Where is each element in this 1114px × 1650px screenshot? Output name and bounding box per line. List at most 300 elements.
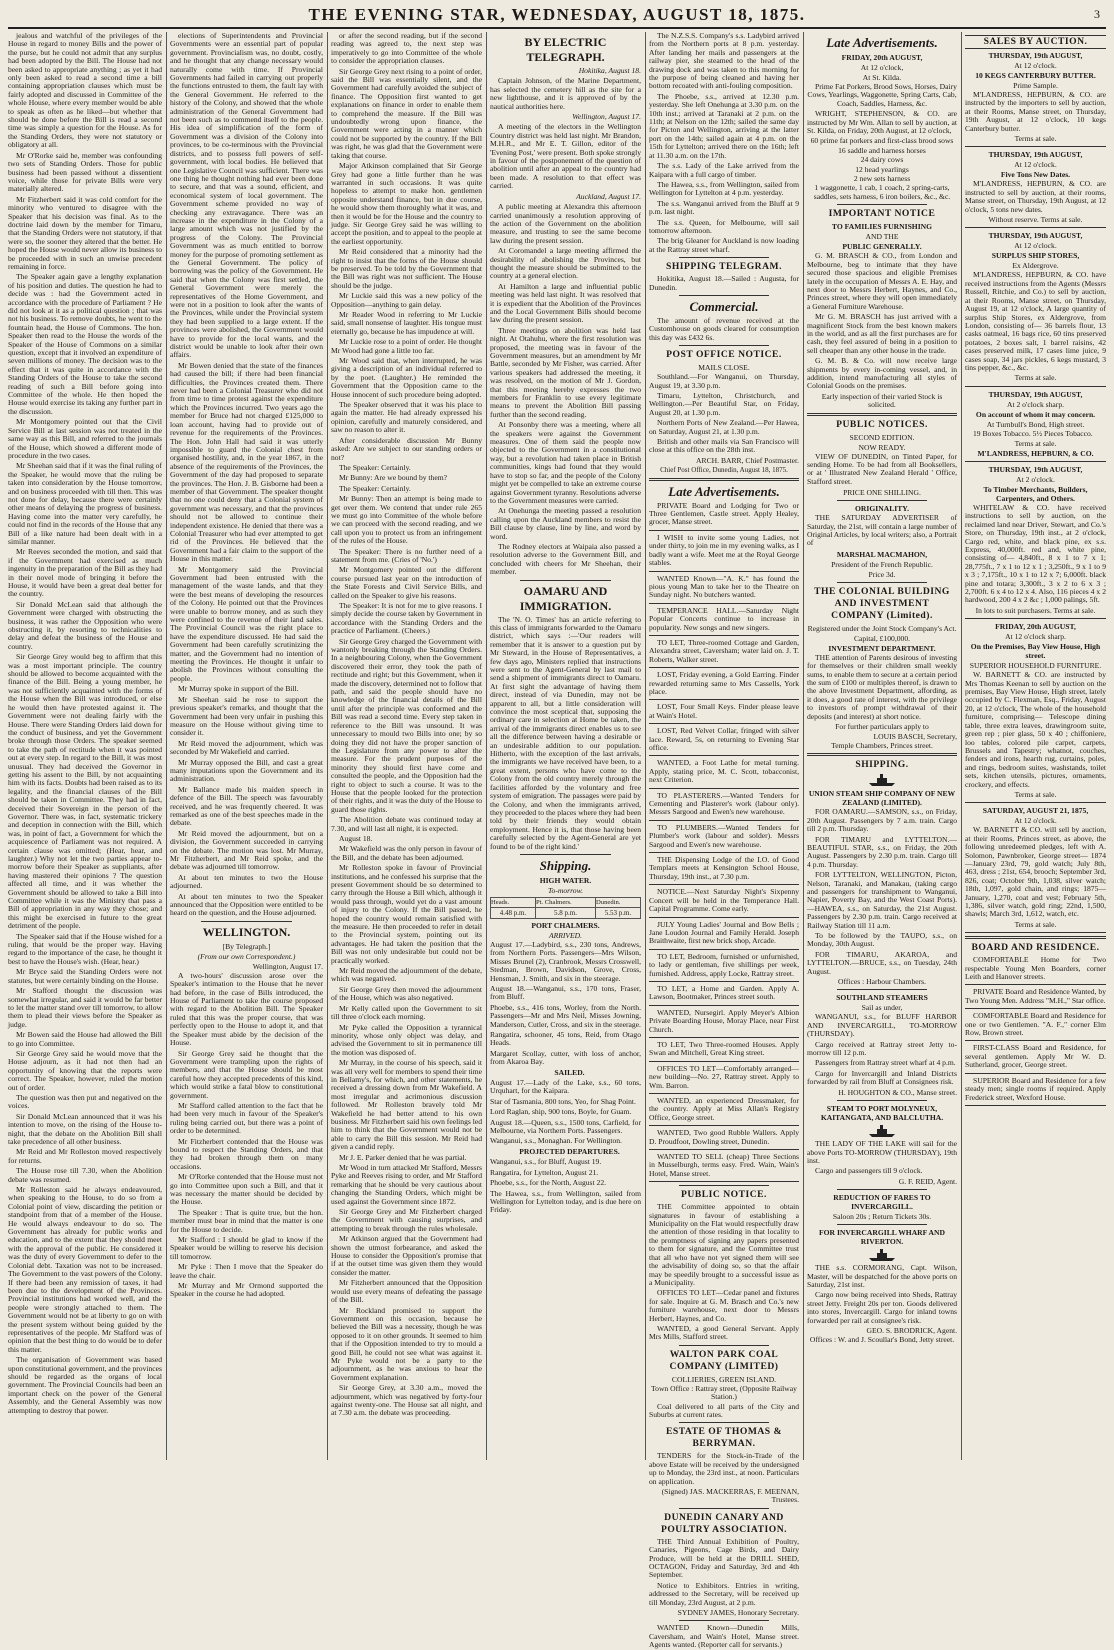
auction-location: At St. Kilda. [862, 73, 902, 82]
sale-title: To Timber Merchants, Builders, Carpenters, and Others. [983, 484, 1088, 503]
column-separator [961, 32, 962, 1460]
sale-terms: Terms at sale. [1014, 789, 1057, 799]
shipping-news-paragraph: The Phoebe, s.s., arrived at 12.30 p.m. yesterday. She left Onehunga at 3.30 p.m. on the 10th inst.; arrived at Taranaki at 2 p.m. on the 11th; at Nelson on the 12th; sailed the same day for Picton and Wellington, arriving at the latter port on the 14th; sailed again at 4 p.m. on the 15th for Lyttelton; arrived there on the 16th; left at 11.30 a.m. on the 17th. [649, 91, 799, 160]
sale-title: On the Premises, Bay View House, High street. [970, 642, 1101, 661]
colonial-heading: THE COLONIAL BUILDING AND INVESTMENT COMPANY (Limited). [814, 585, 950, 621]
cormorang-ad: THE s.s. CORMORANG, Capt. Wilson, Master, will be despatched for the above ports on Saturday, 21st inst. [807, 1263, 957, 1289]
ad-divider [649, 1149, 799, 1150]
article-paragraph: Mr Bunny: Are we bound by them? [339, 473, 447, 483]
article-paragraph: Mr Fitzherbert said it was cold comfort for the minority who ventured to disagree with the Speaker that his decision was final. As to the doctrine laid down by the member for Timaru, that the Standing Orders were not statutory, if that were so, the sooner they altered that the better. He hoped the House would never allow its business to be proceeded with in such an unwise precedent remaining in force. [8, 194, 162, 271]
estate-heading: ESTATE OF THOMAS & BERRYMAN. [665, 1426, 783, 1450]
classified-ad: TO LET, a Home and Garden. Apply A. Lawson, Bootmaker, Princes street south. [649, 983, 799, 1002]
saturday-advertiser: THE SATURDAY ADVERTISER of Saturday, the 21st, will contain a large number of Original Articles, by local writers; also, a Portrait of [807, 513, 957, 548]
article-paragraph: Mr Wakefield was the only person in favour of the Bill, and the debate has been adjourned. [331, 844, 482, 862]
auction-date: FRIDAY, 20th AUGUST, [841, 53, 923, 62]
sale-signature: M'LANDRESS, HEPBURN, & CO. [977, 448, 1094, 458]
classified-ad: TO LET, Three-roomed Cottage and Garden, Alexandra street, Caversham; water laid on. J. T. Roberts, Walker street. [649, 637, 799, 664]
late-ads-heading: Late Advertisements. [668, 483, 780, 499]
article-paragraph: The 'N. O. Times' has an article referring to this class of immigrants forwarded to the Oamaru district, which says :—'Our readers will remember that it is answer to a question put by Mr Steward, in the House of Representatives, a few days ago, Ministers replied that instructions were sent to the Agent-General by last mail to send a shipment of immigrants direct to Oamaru. At first sight the advantage of having them direct, instead of via Dunedin, may not be apparent to all, but a little consideration will convince the most sceptical that, supposing the ordinary care in selection at Home be taken, the arrival of the immigrants direct enables us to see all the difference between having a desirable or an undesirable addition to our population. Hitherto, with the exception of the last arrivals, the immigrants we have received have been, to a great extent, persons who have come to the Colony from the old country merely through the facilities afforded by the voluntary and free system of emigration. The passages were paid by the Colony, and when the immigrants arrived, they proceeded to the places where they had been told by their friends they would obtain employment. Hence it is, that those having been carefully selected by the Agent-General are yet found to be of the right kind.' [490, 614, 641, 851]
estate-text: TENDERS for the Stock-in-Trade of the above Estate will be received by the undersigned up to Monday, the 23rd inst., at noon. Particulars on application. [649, 1451, 799, 1486]
colonial-text: THE attention of Parents desirous of investing for themselves or their children small weekly sums, to enable them to secure at a certain period the sum of £100 or multiples thereof, is drawn to the above Investment Department, affording, as it does, a good rate of interest, with the privilege to investors of prompt withdrawal of their deposits (and interest) at short notice. [807, 652, 957, 721]
southland-steamers: SOUTHLAND STEAMERS [836, 993, 928, 1003]
auction-item: 2 new sets harness [853, 174, 911, 184]
sale-subtitle: SUPERIOR HOUSEHOLD FURNITURE. [969, 661, 1102, 671]
column-separator [803, 32, 804, 1460]
article-paragraph: Mr Bryce said the Standing Orders were not statutes, but were certainly binding on the House. [8, 967, 162, 985]
public-notice-text: THE Committee appointed to obtain signatures in favour of establishing a Municipality on the Flat would respectfully draw the attention of those residing in that locality to the promptness of signing any papers presented to them for signature, and the Committee trust that all who have not yet signed them will see the advisability of doing so, so that the affair may be speedily brought to a successful issue as a Municipality. [649, 1202, 799, 1287]
hw-col-heads: Heads. [491, 897, 536, 907]
article-paragraph: Mr J. E. Parker denied that he was partial. [339, 1152, 467, 1162]
auction-item: 1 waggonette, 1 cab, 1 coach, 2 spring-carts, saddles, sets harness, 6 iron boilers, &c., &c. [813, 183, 951, 201]
canary-text: THE Third Annual Exhibition of Poultry, Canaries, Pigeons, Cage Birds, and Dairy Produce, will be held at the DRILL SHED, OCTAGON, Friday and Saturday, 3rd and 4th September. [649, 1536, 799, 1580]
article-paragraph: Mr Reid considered that a minority had the right to insist that the forms of the House should be preserved. To be told by the Government that the Bill was right was not sufficient. The House should be the judge. [331, 247, 482, 290]
article-paragraph: Sir George Grey next rising to a point of order, said the Bill was essentially silent, and the Government had carefully avoided the subject of finance. The Opposition first wanted to get explanations on finance in order to enable them to comprehend the measure. If the Bill was undoubtedly wrong upon finance, the Government were acting in a manner which could not be supported by the country. If the Bill was right, he was glad that the Government were taking that course. [331, 66, 482, 160]
sale-date: THURSDAY, 19th AUGUST, [988, 464, 1083, 474]
invercargill-heading: FOR INVERCARGILL WHARF AND RIVERTON. [819, 1228, 945, 1247]
shipping-subheading: PROJECTED DEPARTURES. [519, 1146, 620, 1156]
post-office-loc: Chief Post Office, Dunedin, August 18, 1875. [660, 466, 788, 475]
auction-item: 16 saddle and harness horses [838, 145, 926, 155]
article-paragraph: Mr Murray opposed the Bill, and cast a great many imputations upon the Government and its administration. [170, 757, 323, 784]
article-paragraph: or after the second reading, but if the second reading was agreed to, the next step was imperatively to go into Committee of the whole to consider the appropriation clauses. [331, 31, 482, 66]
wright-ad: WRIGHT, STEPHENSON, & CO. are instructed by Mr Wm. Allan to sell by auction, at St. Kilda, on Friday, 20th August, at 12 o'clock, [807, 109, 957, 136]
auction-item: 60 prime fat porkers and first-class brood sows [810, 136, 954, 146]
article-paragraph: Mr Reeves seconded the motion, and said that if the Government had exercised as much ingenuity in the preparation of the Bill as they had in their novel mode of bringing it before the House, it would have been a great deal better for the country. [8, 547, 162, 599]
shipping-telegram-heading: SHIPPING TELEGRAM. [666, 261, 782, 273]
union-steam: UNION STEAM SHIP COMPANY OF NEW ZEALAND (LIMITED). [808, 789, 956, 808]
article-paragraph: Major Atkinson complained that Sir George Grey had gone a little further than he was warranted in such occasions. It was quite hopeless to attempt to make hon. gentlemen opposite understand finance, but in due course, he would show them thoroughly what it was, and then it would be for the House and the country to judge. Sir George Grey said he was willing to accept the position, and to appeal to the people at the earliest opportunity. [331, 161, 482, 246]
article-paragraph: Mr Rolleston said he always endeavoured, when speaking to the House, to do so from a Colonial point of view, discarding the petition or standpoint from that of a member of the House. He would always endeavour to do so. The Government has already for public works and education, and to the extent that they should meet with the approval of the public. He considered it was the duty of every Government to defer to the Colonial debt. Taxation was not to be increased. The Government to the vast powers of the Colony. If there had been any remission of taxes, it had been due to the development of the Provinces. Provincial institutions had worked well, and the people were strongly attached to them. The Government would not be at liberty to go on with the present system without being guided by the representatives of the people. Mr Stafford was of opinion that the best thing to do would be to defer this matter. [8, 1185, 162, 1354]
column-2 [170, 32, 323, 1462]
article-paragraph: Mr Reid moved the adjournment, but on a division, the Government succeeded in carrying on the debate. The motion was lost. Mr Murray, Mr Fitzherbert, and Mr Reid spoke, and the debate was adjourned till tomorrow. [170, 828, 323, 872]
shipping-news-paragraph: The Hawea, s.s., from Wellington, sailed from Wellington for Lyttelton at 4 p.m. yesterday. [649, 179, 799, 198]
article-paragraph: Mr Fitzherbert announced that the Opposition would use every means of defeating the passage of the Bill. [331, 1278, 482, 1305]
reduction-heading: REDUCTION OF FARES TO INVERCARGILL. [833, 1193, 931, 1212]
shipping-ad: FOR TIMARU and LYTTELTON.—BEAUTIFUL STAR, s.s., on Friday, the 20th August. Passengers by 2.30 p.m. train. Cargo till 4 p.m. Thursday. [807, 834, 957, 869]
column-3 [331, 32, 482, 1462]
article-paragraph: At about ten minutes to two the House adjourned. [170, 872, 323, 891]
classified-ad: LOST, Friday evening, a Gold Earring. Finder rewarded returning same to Mrs Cassells, York place. [649, 670, 799, 696]
article-paragraph: Sir Donald McLean said that although the Government were charged with obstructing the business, it was rather the Opposition who were obstructing it, by resorting to technicalities to delay and defeat the business of the House and country. [8, 599, 162, 651]
cormorang-cargo: Cargo now being received into Sheds, Rattray street Jetty. Freight 20s per ton. Goods delivered into stores, Invercargill. Cargo for inland towns forwarded per rail at consignee's risk. [807, 1290, 957, 1325]
classified-ad: WANTED Known—"A. K." has found the pious young Man to take her to the Theatre on Sunday night. No butchers wanted. [649, 573, 799, 600]
telegram-paragraph: At Hamilton a large and influential public meeting was held last night. It was resolved that it is expedient that the Abolition of the Provinces and the Local Government Bills should become law during the present session. [490, 281, 641, 325]
column-separator [327, 32, 328, 1460]
article-paragraph: Mr Montgomery said the Provincial Government had been entrusted with the management of the waste lands, and that they were the best means of developing the resources of the Colony. He pointed out that the Provinces were unable to borrow money, and as such they were confined to the revenue of their land sales. The Provincial Council was the right place to have the expenditure discussed. He had said the Government had been carefully scrutinizing the matter, and the Government had no intention of meeting the Provinces. He thought it unfair to abolish the Provinces without consulting the people. [170, 564, 323, 683]
masthead-title: THE EVENING STAR, WEDNESDAY, AUGUST 18, 1875. [308, 5, 806, 24]
telegram-paragraph: Captain Johnson, of the Marine Department, has selected the cemetery hill as the site for a new lighthouse, and it is approved of by the nautical authorities here. [490, 76, 641, 111]
important-sub2: AND THE [865, 232, 899, 242]
sale-terms: In lots to suit purchasers. Terms at sale. [975, 605, 1096, 615]
shipping-news-paragraph: The s.s. Queen, for Melbourne, will sail tomorrow afternoon. [649, 217, 799, 235]
board-ad: COMFORTABLE Board and Residence for one or two Gentlemen. "A. F.," corner Elm Row, Brown street. [965, 1011, 1106, 1038]
classified-ad: I WISH to invite some young Ladies, not under thirty, to join me in my evening walks, as I badly want a wife. Meet me at the Royal George stables. [649, 532, 799, 568]
article-paragraph: The Speaker: It is not for me to give reasons. I simply decide the course taken by Government in accordance with the Standing Orders and the practice of Parliament. (Cheers.) [331, 601, 482, 636]
column-5 [649, 31, 799, 1650]
article-paragraph: Mr Sheehan said he rose to support the previous speaker's remarks, and thought that the Government had been very unfair in pushing this measure on the House without giving time to consider it. [170, 694, 323, 738]
sale-time: At 12 o'clock. [1014, 160, 1057, 170]
ad-divider [649, 571, 799, 572]
article-paragraph: A two-hours' discussion arose over the Speaker's intimation to the House that he never had before, in the case of Bills introduced, the House of Parliament to take the course proposed with regard to the Abolition Bill. The Speaker ruled that this was the proper course, that was perfectly open to the House to adopt it, and that the Speaker must abide by the decision of the House. [170, 970, 323, 1048]
ad-divider [649, 884, 799, 885]
ad-divider [649, 1125, 799, 1126]
colonial-sig: LOUIS BASCH, Secretary, [873, 731, 957, 741]
board-ad: COMFORTABLE Home for Two respectable Young Men Boarders, corner Leith and Hanover streets. [965, 955, 1106, 982]
classified-ad: LOST, Red Velvet Collar, fringed with silver lace. Reward, 5s, on returning to Evening Star office. [649, 726, 799, 752]
walton-text: Town Office : Rattray street, (Opposite Railway Station.) [651, 1383, 797, 1402]
houghton-sig: H. HOUGHTON & CO., Manse street. [838, 1087, 957, 1097]
classified-ad: WANTED, a good General Servant. Apply Mrs Mills, Stafford street. [649, 1323, 799, 1342]
article-paragraph: Sir George Grey would beg to affirm that this was a most important principle. The country should be allowed to become acquainted with the finance of the Bill. Being a young member, he was not sufficiently acquainted with the forms of the House when the Bill was introduced, or else he would then have protested against it. The Government were not dealing fairly with the House. There were Standing Orders laid down for the conduct of business, and yet the Government broke through those Orders. The speaker seemed to take the path of rectitude when it was pointed out at every step. In regard to the Bill, it was most unusual. They had deceived the Governor in getting his assent to the Bill, by not acquainting him with its facts. Doubts had been raised as to its legality, and the financial clauses of the Bill should be taken in Committee. They had in fact, deceived their Sovereign in the person of the Governor. There was, in fact, systematic trickery and deception in connection with the Bill, which was, in point of fact, a Government for which the acquiescence of Parliament was not required. A certain clause was omitted; (Hear, hear, and laughter.) Why not let the two parties appear to-morrow before their Speaker as suppliants, after having mastered their opinions ? The question affected all time, and it was whether the Government should be allowed to take a Bill into Committee while it was the Ministry that pass a Bill of appropriation in any way they chose; and this might be exercised in future to the great detriment of the people. [8, 652, 162, 931]
article-paragraph: jealous and watchful of the privileges of the House in regard to money Bills and the power of the purse, but he could not admit that any surplus had been adopted by the Bill. The House had not been asked to appropriate anything ; as yet it had only been asked to read a second time a bill containing appropriation clauses which must be fairly adopted and discussed in Committee of the whole House, where every member would be able to speak as often as he liked—but whether that should be done before the Bill is read a second time was simply a question for the House. As for the Standing Orders, they were not statutory or obligatory at all. [8, 31, 162, 150]
brasch-text3: G. M. B. & Co. will now receive large shipments by every in-coming vessel, and, in addition, intend manufacturing all styles of Colonial Goods on the premises. [807, 356, 957, 391]
article-paragraph: Mr Murray spoke in support of the Bill. [178, 684, 299, 694]
auction-item: 12 head yearlings [855, 164, 909, 174]
sale-subtitle: At Turnbull's Bond, High street. [986, 419, 1085, 429]
colonial-reg: Registered under the Joint Stock Company's Act. [807, 623, 957, 633]
colonial-foot: For further particulars apply to [835, 722, 929, 732]
article-paragraph: Sir George Grey said he thought that the Government were trampling upon the rights of members, and that the House should be most careful how they accepted precedents of this kind, which would strike a fatal blow to constitutional government. [170, 1048, 323, 1100]
late-ads-heading-2: Late Advertisements. [826, 35, 938, 50]
sale-body: M'LANDRESS, HEPBURN, & CO. are instructed by the importers to sell by auction, at their Rooms, Manse street, on Thursday, 19th August, at 12 o'clock, 10 kegs Canterbury butter. [965, 90, 1106, 133]
article-paragraph: The Speaker : That is quite true, but the hon. member must bear in mind that the matter is one for the House to decide. [170, 1207, 323, 1234]
brodrick-offices: Offices : W. and J. Scoullar's Bond, Jetty street. [809, 1335, 955, 1345]
auction-item: 24 dairy cows [860, 155, 904, 165]
shipping-entry: Star of Tasmania, 800 tons, Yeo, for Shag Point. [490, 1096, 636, 1106]
sale-divider [965, 618, 1106, 619]
article-paragraph: The House rose till 7.30, when the Abolition debate was resumed. [8, 1166, 162, 1184]
article-paragraph: The question was then put and negatived on the voices. [8, 1092, 162, 1111]
sale-terms: Terms at sale. [1014, 134, 1057, 144]
article-paragraph: The Speaker: Certainly. [339, 462, 411, 472]
high-water-table [490, 897, 641, 919]
article-paragraph: Mr Pyke : Then I move that the Speaker do leave the chair. [170, 1262, 323, 1280]
shipping-news-paragraph: The s.s. Lady of the Lake arrived from the Kaipara with a full cargo of timber. [649, 161, 799, 179]
article-paragraph: The Speaker said that if the House wished for a ruling, that would be the proper way. Having regard to the importance of the case, he thought it best to have the House's wish. (Hear, hear.) [8, 931, 162, 966]
telegram-paragraph: A meeting of the electors in the Wellington Country district was held last night. Mr Brandon, M.H.R., and Mr E. T. Gillon, editor of the 'Evening Post,' were present. Both spoke strongly in favour of the postponement of the question of abolition until after an appeal to the country had been made. A resolution to that effect was carried. [490, 122, 641, 191]
shipping-entry: Rangatira, for Lyttelton, August 21. [490, 1167, 599, 1177]
article-paragraph: At about ten minutes to two the Speaker announced that the Opposition were entitled to be heard on the question, and the House adjourned. [170, 891, 323, 918]
auction-time: At 12 o'clock, [860, 63, 904, 72]
ad-divider [649, 820, 799, 821]
sale-divider [965, 802, 1106, 803]
article-paragraph: Mr Pyke called the Opposition a tyrannical minority, whose only object was delay, and advised the Government to sit in permanence till the motion was disposed of. [331, 1022, 482, 1057]
shipping-entry: August 18.—Queen, s.s., 1500 tons, Carfield, for Melbourne, via Northern Ports. Passengers. [490, 1117, 641, 1136]
sale-body: WHITELAW & CO. have received instructions to sell by auction, on the reclaimed land near Driver, Stewart, and Co.'s Store, on Thursday, 19th inst., at 2 o'clock, Cargo red, white, and black pine, ex s.s. Express, 40,000ft. red and, white pine, consisting of— 4,840ft., 8 x 1 to 7 x 1; 28,775ft., 7 x 1 to 12 x 1 ; 3,250ft., 9 x 1 to 9 x 3 ; 7,175ft., 10 x 1 to 12 x 7; 6,000ft. black pine and totara; 3,300ft., 3 x 2 to 6 x 3 ; 2,700ft. 6 x 4 to 12 x 4. Also, 116 pieces 4 x 2 hardwood, 200 4 x 2 &c ; 1,000 palings, 5ft. [965, 502, 1106, 605]
article-paragraph: Sir Donald McLean announced that it was his intention to move, on the rising of the House to-night, that the debate on the Abolition Bill shall take precedence of all other business. [8, 1111, 162, 1146]
shipping-entry: Phoebe, s.s., 416 tons, Worley, from the North. Passengers—Mr and Mrs Neil, Misses Jowning, Manderson, Cutler, Cross, and six in the steerage. [490, 1002, 641, 1029]
article-paragraph: The Abolition debate was continued today at 7.30, and will last all night, it is expected. [331, 815, 482, 833]
walton-sub: COLLIERIES, GREEN ISLAND. [671, 1374, 777, 1384]
classified-ad: PRIVATE Board and Lodging for Two or Three Gentlemen, Castle street. Apply Healey, grocer, Manse street. [649, 500, 799, 527]
shipping-heading: Shipping. [539, 857, 592, 873]
ad-divider [649, 981, 799, 982]
mails-close: MAILS CLOSE. [698, 363, 750, 373]
article-paragraph: Mr Reid moved the adjournment, which was seconded by Mr Wakefield and carried. [170, 738, 323, 757]
classified-ad: WANTED TO SELL (cheap) Three Sections in Musselburgh, terms easy. Fred. Wain, Wain's Hotel, Manse street. [649, 1152, 799, 1178]
classified-ad: TO LET, Two Three-roomed Houses. Apply Swan and Mitchell, Great King street. [649, 1039, 799, 1058]
classified-ad: TO LET, Bedroom, furnished or unfurnished, to lady or gentleman, five shillings per week, furnished. Address, apply Locke, Rattray street. [649, 951, 799, 978]
lady-lake-ad: THE LADY OF THE LAKE will sail for the above Ports TO-MORROW (THURSDAY), 19th inst. [807, 1139, 957, 1165]
ad-divider [649, 1005, 799, 1006]
board-ad: FIRST-CLASS Board and Residence, for several gentlemen. Apply Mr W. D. Sutherland, grocer, George street. [965, 1043, 1106, 1070]
colonial-addr: Temple Chambers, Princes street. [831, 740, 933, 750]
sale-divider [965, 932, 1106, 933]
telegram-paragraph: At Ponsonby there was a meeting, where all the speakers were against the Government measures. One of them said the people now objected to the Government in a constitutional way, but a revolution had taken place in British communities, kings had found that they would have to stop so far, and the people of the Colony might yet be compelled to take an extreme course against Government tyranny. Resolutions adverse to the Government measures were carried. [490, 420, 641, 505]
estate-sig: (Signed) JAS. MACKERRAS, F. MEENAN, Trustees. [661, 1487, 799, 1505]
investment-dept: INVESTMENT DEPARTMENT. [828, 643, 936, 653]
last-ad: WANTED Known—Dunedin Mills, Caversham, and Wain's Hotel, Manse street. Agents wanted. (Reporter call for servants.) [649, 1623, 799, 1650]
sale-date: FRIDAY, 20th AUGUST, [995, 622, 1076, 632]
mail-close-item: Northern Ports of New Zealand.—Per Hawea, on Saturday, August 21, at 1.30 p.m. [649, 418, 799, 436]
shipping-ad: FOR TIMARU, AKAROA, and LYTTELTON.—BRUCE, s.s., on Tuesday, 24th August. [807, 949, 957, 976]
article-paragraph: Mr Luckie rose to a point of order. He thought Mr Wood had gone a little too far. [331, 337, 482, 355]
sale-title: Five Tons New Dates. [1000, 170, 1071, 180]
sale-body: M'LANDRESS, HEPBURN, & CO. are instructed to sell by auction, at their rooms, Manse street, on Thursday, 19th August, at 12 o'clock, 5 tons new dates. [965, 179, 1106, 214]
shipping-news-paragraph: The s.s. Wanganui arrived from the Bluff at 9 p.m. last night. [649, 198, 799, 217]
shipping-entry: August 17.—Lady of the Lake, s.s., 60 tons, Urquhart, for the Kaipara. [490, 1078, 641, 1096]
sale-divider [965, 146, 1106, 147]
ad-divider [965, 1073, 1106, 1074]
ad-divider [649, 917, 799, 918]
sale-subtitle: Prime Sample. [1013, 81, 1058, 90]
ad-divider [649, 723, 799, 724]
ad-divider [649, 1181, 799, 1182]
shipping-entry: Wanganui, s.s., for Bluff, August 19. [490, 1157, 602, 1167]
wellington-dateline: Wellington, August 17. [252, 961, 323, 971]
article-paragraph: Mr Stafford : I should be glad to know if the Speaker would be willing to reserve his decision till tomorrow. [170, 1235, 323, 1261]
sale-date: THURSDAY, 19th AUGUST, [988, 231, 1083, 241]
dateline: Wellington, August 17. [572, 112, 641, 122]
sail-as-under: Sail as under, [861, 1003, 903, 1013]
article-paragraph: Mr O'Rorke contended that the House must not go into Committee upon such a Bill, and that it was necessary the matter should be decided by the House. [170, 1172, 323, 1207]
article-paragraph: Mr Atkinson argued that the Government had shown the utmost forbearance, and asked the House to consider the Opposition's promise that if at the outset time was given them they would consider the matter. [331, 1234, 482, 1277]
brasch-text: G. M. BRASCH & CO., from London and Melbourne, beg to intimate that they have secured those spacious and eligible Premises lately in the occupation of Messrs A. E. Hay, and next door to Messrs Herbert, Haynes, and Co., Princes street, where they will open immediately a General Furniture Warehouse. [807, 251, 957, 311]
sale-divider [965, 227, 1106, 228]
article-paragraph: Mr Stafford thought the discussion was somewhat irregular, and said it would be far better to let the matter stand over till tomorrow, to allow them to plead their views before the Speaker as judge. [8, 986, 162, 1029]
classified-ad: TO PLUMBERS.—Wanted Tenders for Plumber's work (labour and solder). Messrs Sargood and Ewen's new warehouse. [649, 822, 799, 849]
article-paragraph: Mr Wood in turn attacked Mr Stafford, Messrs Pyke and Reeves rising to order, and Mr Stafford remarking that he should be very cautious about changing the Standing Orders, which might be used against the Government since 1872. [331, 1163, 482, 1206]
reid-sig: G. F. REID, Agent. [898, 1176, 957, 1186]
sale-body: 19 Boxes Tobacco. 5½ Pieces Tobacco. [973, 428, 1093, 438]
sale-body: M'LANDRESS, HEPBURN, & CO. have received instructions from the Agents (Messrs Russell, Ritchie, and Co.) to sell by auction, at their Rooms, Manse street, on Thursday, August 19, at 12 o'clock, A large quantity of surplus Ship Stores, ex Aldergrove, from London, consisting of— 36 barrels flour, 13 casks oatmeal, 16 bags rice, 60 tins preserved potatoes, 2 boxes salt, 1 barrel raisins, 42 cases preserved milk, 17 cases lime juice, 9 cases soap, 34 jars pickles, 6 kegs mustard, 3 tins pepper, &c., &c. [965, 270, 1106, 372]
canary-notice: Notice to Exhibitors. Entries in writing, addressed to the Secretary, will be received up till Monday, 23rd August, at 2 p.m. [649, 1580, 799, 1607]
sale-body: W. BARNETT & CO. are instructed by Mrs Thomas Keenan to sell by auction on the premises, Bay View House, High street, lately occupied by C. Flexman, Esq., Friday, August 20, at 12 o'clock, The whole of the household furniture, comprising— Telescope dining table, three extra leaves, drawingroom suite, green rep ; pier glass, 50 x 40 ; chiffoniere, loo tables, colored pile carpet, carpets, Brussels and Tapestry; whatnot, couches, fenders and irons, hearth rug, curtains, poles, and rings, bedroom suites, washstands, toilet sets, kitchen utensils, pictures, ornaments, crockery, and effects. [965, 670, 1106, 789]
classified-ad: TO PLASTERERS.—Wanted Tenders for Cementing and Plasterer's work (labour only). Messrs Sargood and Ewen's new warehouse. [649, 790, 799, 817]
mail-close-item: Timaru, Lyttelton, Christchurch, and Wellington.—Per Beautiful Star, on Friday, August 20, at 1.30 p.m. [649, 391, 799, 417]
walton-heading: WALTON PARK COAL COMPANY (LIMITED) [669, 1348, 779, 1372]
sale-date: THURSDAY, 19th AUGUST, [988, 51, 1083, 60]
ad-divider [649, 755, 799, 756]
classified-ad: WANTED, a Foot Lathe for metal turning. Apply, stating price, M. C. Scott, tobacconist, next Criterion. [649, 758, 799, 785]
brasch-text2: Mr G. M. BRASCH has just arrived with a magnificent Stock from the best known makers in the world, and as all the first purchases are for cash, they feel assured of being in a position to sell cheaper than any other house in the trade. [807, 312, 957, 355]
ad-divider [649, 852, 799, 853]
postmaster-sig: ARCH. BARR, Chief Postmaster. [696, 455, 799, 465]
port-chalmers-title: PORT CHALMERS. [531, 920, 600, 930]
article-paragraph: Mr Luckie said this was a new policy of the Opposition—anything to gain delay. [331, 291, 482, 309]
important-sub: TO FAMILIES FURNISHING [831, 222, 933, 232]
article-paragraph: The Speaker observed that it was his place to again the matter. He had already expressed his opinion, carefully and maturely considered, and saw no reason to alter it. [331, 400, 482, 435]
page-number: 3 [1094, 7, 1100, 21]
column-7 [965, 32, 1106, 1462]
brodrick-sig: GEO. S. BRODRICK, Agent. [866, 1325, 957, 1335]
sale-terms: Without reserve. Terms at sale. [988, 215, 1083, 225]
column-separator [645, 32, 646, 1460]
steamship-icon [867, 773, 897, 787]
originality: ORIGINALITY. [855, 504, 909, 514]
high-water-sub: To-morrow. [548, 885, 583, 895]
article-paragraph: Mr Reader Wood in referring to Mr Luckie said, small nonsense of laughter. His tongue must eternally go, because he has impudence at will. [331, 310, 482, 336]
board-heading: BOARD AND RESIDENCE. [971, 942, 1100, 954]
article-paragraph: Mr Rolleston spoke in favour of Provincial institutions, and he confessed his surprise that the present Government should be so determined to carry through the House a Bill which, although it would pass through, would yet do a vast amount of injury to the Colony. If the Bill passed, he hoped the country would remain satisfied with the measure. He then proceeded to refer in detail to the Provincial system, pointing out its advantages. He had taken the position that the Bill was not only undesirable but could not be practically worked. [331, 863, 482, 965]
shipping-entry: Phoebe, s.s., for the North, August 22. [490, 1178, 607, 1188]
second-edition: SECOND EDITION. [849, 432, 915, 442]
shipping-intro: The N.Z.S.S. Company's s.s. Ladybird arrived from the Northern ports at 8 p.m. yesterday. After landing her mails and passengers at the railway pier, she steamed to the head of the drawing dock and was taken to this morning for the purpose of being cleaned and having her bottom recoated with anti-fouling composition. [649, 31, 799, 91]
sale-title: On account of whom it may concern. [975, 409, 1096, 419]
article-paragraph: Mr O'Rorke said he, member was confounding two sets of Standing Orders. Those for public business had been passed without a dissentient voice, while those for private Bills were very materially altered. [8, 150, 162, 194]
lady-lake-cargo: Cargo and passengers till 9 o'clock. [815, 1166, 923, 1176]
sale-time: At 12 o'clock sharp. [1005, 632, 1066, 642]
important-sub3: PUBLIC GENERALLY. [842, 242, 922, 252]
article-paragraph: Mr Fitzherbert contended that the House was bound to respect the Standing Orders, and that they had broken through them on many occasions. [170, 1136, 323, 1171]
ad-divider [649, 530, 799, 531]
dateline: Auckland, August 17. [576, 191, 641, 201]
article-paragraph: Mr Rockland promised to support the Government on this occasion, because he believed the Bill was a necessity, though he was opposed to it on other grounds. It seemed to him that if the Opposition intended to try to mould a good Bill, he could not see what was against it. Mr Pyke would not be a party to the adjournment, as he was anxious to hear the Government explanation. [331, 1305, 482, 1382]
column-6 [807, 32, 957, 1462]
classified-ad: THE Dispensing Lodge of the I.O. of Good Templars meets at Kensington School House, Thursday, 19th inst., at 7.30 p.m. [649, 855, 799, 881]
macmahon: MARSHAL MACMAHON, [836, 549, 928, 559]
article-paragraph: Mr Wood said that, when interrupted, he was giving a description of an individual referred to by the poet. (Laughter.) He reminded the Government that the Opposition came to the House innocent of such procedure being adopted. [331, 356, 482, 399]
shipping-entry: Rangatira, schooner, 45 tons, Reid, from Otago Heads. [490, 1030, 641, 1048]
shipping-news-paragraph: The brig Gleaner for Auckland is now loading at the Rattray street wharf. [649, 236, 799, 254]
shipping-heading-2: SHIPPING. [855, 759, 909, 771]
sale-divider [965, 386, 1106, 387]
walton-text2: Coal delivered to all parts of the City and Suburbs at current rates. [649, 1401, 799, 1419]
sale-subtitle: Ex Aldergrove. [1012, 261, 1059, 271]
wanganui-inland: Cargo for Invercargill and Inland Districts forwarded by rail from Bluff at Consignees risk. [807, 1068, 957, 1087]
canary-sig: SYDNEY JAMES, Honorary Secretary. [677, 1608, 799, 1618]
shipping-entry: Lord Raglan, ship, 900 tons, Boyle, for Guam. [490, 1107, 632, 1117]
commercial-heading: Commercial. [689, 298, 759, 314]
ad-divider [649, 1061, 799, 1062]
view-dunedin: VIEW OF DUNEDIN, on Tinted Paper, for sending Home. To be had from all Booksellers, or at ' Illustrated New Zealand Herald ' Office, Stafford street. [807, 451, 957, 486]
shipping-entry: August 17.—Ladybird, s.s., 230 tons, Andrews, from Northern Ports. Passengers—Mrs Wilson, Misses Brunel (2), Cranbrook, Messrs Crosswell, Stedman, Brown, Davidson, Grove, Cross, Hensman, J. Smith, and six in the steerage. [490, 939, 641, 983]
board-ad: PRIVATE Board and Residence Wanted, by Two Young Men. Address "M.H.," Star office. [965, 987, 1106, 1005]
article-paragraph: Mr Montgomery pointed out that the Civil Service Bill at last session was not treated in the same way as this Bill, and referred to the journals of the House, which showed a different mode of procedure in the two cases. [8, 417, 162, 460]
wellington-byline: [By Telegraph.] [222, 941, 271, 951]
stock-intro: Prime Fat Porkers, Brood Sows, Horses, Dairy Cows, Yearlings, Waggonette, Spring Carts, Cab, Coach, Saddles, Harness, &c. [807, 82, 957, 108]
sale-title: 10 KEGS CANTERBURY BUTTER. [975, 71, 1096, 80]
sale-time: At 12 o'clock. [1014, 61, 1057, 70]
hw-val-dunedin: 5.53 p.m. [596, 907, 641, 918]
article-paragraph: Mr Murray and Mr Ormond supported the Speaker in the course he had adopted. [170, 1281, 323, 1299]
wellington-heading: WELLINGTON. [202, 924, 291, 939]
sale-terms: Terms at sale. [1014, 373, 1057, 383]
article-paragraph: Mr Reid moved the adjournment of the debate, which was negatived. [331, 966, 482, 984]
ad-divider [649, 949, 799, 950]
article-paragraph: Mr Bunny: Then an attempt is being made to get over them. We contend that under rule 265 we must go into Committee of the whole before we can proceed with the second reading, and we call upon you to protect us from an infringement of the rules of the House. [331, 494, 482, 546]
ad-divider [965, 984, 1106, 985]
classified-ad: JULY Young Ladies' Journal and Bow Bells ; Jane Loudon Journal and Family Herald. Joseph Braithwaite, first new brick shop, Arcade. [649, 919, 799, 946]
article-paragraph: Mr Stafford called attention to the fact that he had been very much in favour of the Speaker's ruling being carried out, but there was a point of order to be determined. [170, 1100, 323, 1136]
article-paragraph: The organisation of Government was based upon constitutional government, and the provinces should be regarded as the organs of local government. The Provincial Councils had been an important check on the power of the General Assembly, and the General Assembly was now attempting to destroy that power. [8, 1355, 162, 1415]
article-paragraph: The Speaker: There is no further need of a statement from me. (Cries of 'No.') [331, 546, 482, 564]
sale-date: THURSDAY, 19th AUGUST, [988, 389, 1083, 399]
ad-divider [649, 1037, 799, 1038]
arrived-title: ARRIVED. [548, 930, 583, 940]
shipping-ad: To be followed by the TAUPO, s.s., on Monday, 30th August. [807, 931, 957, 949]
hw-val-heads: 4.48 p.m. [491, 907, 536, 918]
article-paragraph: The Speaker again gave a lengthy explanation of his position and duties. The question he had to decide was : had the Government acted in accordance with the procedure of Parliament ? He did not look at it as a political question ; that was not his business. To remove doubts, he went to the fountain head, the House of Commons. The hon. Speaker then read to the House the words of the Speaker of the House of Commons on a similar question, except that it involved an expenditure of seven millions of money. The decision was to the effect that it was quite in accordance with the Standing Orders of the House to take the second reading of such a Bill before going into Committee of the whole. He then hoped the House would exercise its taking any further part in the discussion. [8, 272, 162, 416]
sale-terms: Terms at sale. [1014, 919, 1057, 929]
ad-divider [649, 603, 799, 604]
telegram-paragraph: At Onehunga the meeting passed a resolution calling upon the Auckland members to resist the Bill clause by clause, line by line, and word by word. [490, 506, 641, 541]
column-4 [490, 32, 641, 1462]
saloon-fares: Saloon 20s ; Return Tickets 30s. [832, 1212, 932, 1222]
article-paragraph: August 18. [339, 833, 373, 843]
mail-close-item: British and other mails via San Francisco will close at this office on the 28th inst. [649, 437, 799, 455]
sale-title: SURPLUS SHIP STORES, [991, 251, 1080, 261]
shipping-telegram-text: Hokitika, August 18.—Sailed : Augusta, for Dunedin. [649, 274, 799, 292]
canary-heading: DUNEDIN CANARY AND POULTRY ASSOCIATION. [660, 1511, 788, 1535]
ad-divider [649, 667, 799, 668]
now-ready: NOW READY. [858, 442, 906, 452]
masthead [0, 0, 1114, 28]
wanganui-pass: Passengers from Rattray street wharf at 4 p.m. [815, 1058, 956, 1068]
article-paragraph: Sir George Grey, at 3.30 a.m., moved the adjournment, which was negatived by forty-four against twenty-one. The House sat all night, and at 7.30 a.m. the debate was proceeding. [331, 1383, 482, 1418]
public-notices-heading: PUBLIC NOTICES. [836, 418, 928, 430]
shipping-entry: Wanganui, s.s., Monaghan. For Wellington. [490, 1136, 622, 1146]
sale-body: W. BARNETT & CO. will sell by auction, at their Rooms, Princes street, as above, the following unredeemed pledges, left with A. Solomon, Pawnbroker, George street— 1874—January 23rd, 79, gold watch; July 8th, 463, dress ; 21st, 654, brooch; September 3rd, 826, coat; October 9th, 1,038, silver watch; 18th, 1,097, gold chain, and rings; 1875—January, 1,270, coat and vest; February 5th, 1,386, silver watch, gold ring; 22nd, 1,500, shawls; March 3rd, 1,612, watch, etc. [965, 825, 1106, 919]
article-paragraph: Sir George Grey then moved the adjournment of the House, which was also negatived. [331, 984, 482, 1003]
article-paragraph: Sir George Grey and Mr Fitzherbert charged the Government with causing surprises, and attempting to break through the rules wholesale. [331, 1207, 482, 1233]
article-paragraph: elections of Superintendents and Provincial Governments were an essential part of popular government. Provincialism was, no doubt, costly, and he thought that any change necessary would naturally come with time. If Provincial Governments had failed in carrying out properly the functions entrusted to them, the fault lay with the General Government. He referred to the history of the Colony, and showed that the whole administration of the General Government had not been such as to commend itself to the people. His idea of simplification of the form of Government was a division of the Colony into provinces, to be co-terminous with the Provincial districts, and to possess full powers of self-government, with local bodies. He believed that one Legislative Council was sufficient. There was one thing he thought nothing had ever been done to secure, and that was a sound, efficient, and economical system of local government. The Government scheme provided no way of checking any extravagance. There was an increase in the expenditure in the Colony of a large amount which was not justified by the progress of the Colony. The Provincial Government was as much entitled to borrow money for the purpose of promoting settlement as the General Government. The policy of borrowing was the policy of the Government. He said that when the Colony was first settled, the General Government were merely the representatives of the Home Government, and were not in a position to look after the wants of the Provinces, while under the Provincial system they had been supplied to a large extent. If the provinces were abolished, the Government would have to provide for the local wants, and the district would be unable to look after their own affairs. [170, 31, 323, 360]
ad-divider [965, 1040, 1106, 1041]
ad-divider [649, 1093, 799, 1094]
article-paragraph: Mr Sheehan said that if it was the final ruling of the Speaker, he would move that the ruling be taken into consideration by the House tomorrow, and on business proceeded with till then. This was not done for delay, because there were certainly other means of delaying the progress of business. Having come into the matter very carefully, he could not find in the records of the House that any Bill of a like nature had been dealt with in a similar manner. [8, 461, 162, 546]
molyneux-heading: STEAM TO PORT MOLYNEUX, KAITANGATA, AND BALCLUTHA. [820, 1104, 944, 1123]
sale-time: At 2 o'clock. [1016, 474, 1055, 484]
wellington-from: (From our own Correspondent.) [197, 951, 296, 961]
ad-divider [649, 788, 799, 789]
shipping-entry: The Hawea, s.s., from Wellington, sailed from Wellington for Lyttelton today, and is due here on Friday. [490, 1188, 641, 1215]
sale-date: SATURDAY, AUGUST 21, 1875, [982, 806, 1089, 816]
article-paragraph: Mr Bowen said the House had allowed the Bill to go into Committee. [8, 1030, 162, 1048]
public-notice-heading: PUBLIC NOTICE. [681, 1189, 767, 1201]
article-paragraph: Mr Bowen denied that the state of the finances had caused the bill; if there had been financial difficulties, the Provinces created them. There never had been a Colonial Treasurer who did not from time to time protest against the expenditure which the Provinces incurred. Two years ago the member for Bruce had not charged £125,000 to loan account, having had to provide out of revenue for the requirements of the Provinces. The Hon. John Hall had said it was utterly impossible to guard the Colonial chest from organised hostility, and, in the year 1867, in the absence of the requirements of the Provinces, the Government of the day had proposed to separate the provinces. The Hon. J. B. Gisborne had been a member of that Government. The speaker thought that no one could deny that a Colonial system of government was necessary, and that the provinces should not be allowed to continue their independent existence. He denied that there was a Colonial Treasurer who had ever attempted to get rid of the Provinces. He believed that the Government had a fair claim to the support of the House in this matter. [170, 360, 323, 564]
wanganui-cargo: Cargo received at Rattray street Jetty to-morrow till 12 p.m. [807, 1039, 957, 1058]
steamship-icon [867, 1248, 897, 1262]
article-paragraph: Sir George Grey charged the Government with wantonly breaking through the Standing Orders. In a neighbouring Colony, when the Government discovered their error, they took the path of rectitude and right; but this Government, when it made the discovery, determined not to follow that path, and said the people should have no knowledge of the financial details of the Bill until after the principle was conformed and the Bill was read a second time. Every step taken in reference to the Bill was unsound. It was unnecessary to mould two Bills into one; by so doing they did not have the proper sanction of the Legislature from any power to alter the measure. For the prudent purposes of the minority they should first have come and consulted the people, and the Opposition had the right to object to such a course. It was to the House that the people looked for the protection of their rights, and it was the duty of the House to guard those rights. [331, 636, 483, 814]
classified-ad: WANTED, an experienced Dressmaker, for the country. Apply at Miss Allan's Registry Office, George street. [649, 1096, 799, 1122]
telegraph-heading: BY ELECTRIC TELEGRAPH. [524, 35, 607, 64]
sale-time: At 12 o'clock. [1014, 241, 1057, 251]
classified-ad: WANTED, Two good Rubble Wallers. Apply D. Proudfoot, Dowling street, Dunedin. [649, 1128, 799, 1146]
classified-ad: WANTED, Nursegirl. Apply Meyer's Albion Private Boarding House, Moray Place, near First Church. [649, 1007, 799, 1034]
column-separator [486, 32, 487, 1460]
hw-col-port: Pt. Chalmers. [535, 897, 595, 907]
offices-harbour: Offices : Harbour Chambers. [837, 977, 926, 987]
sale-time: At 2 o'clock sharp. [1006, 399, 1065, 409]
wanganui-ad: WANGANUI, s.s., for BLUFF HARBOR AND INVERCARGILL, TO-MORROW (THURSDAY). [807, 1012, 957, 1039]
article-paragraph: Sir George Grey said he would move that the House adjourn, as it had not then had an opportunity of knowing that the reports were correct. The Speaker, however, ruled the motion out of order. [8, 1048, 162, 1092]
sale-time: At 12 o'clock. [1014, 816, 1057, 826]
masthead-rule [8, 27, 1106, 29]
price-3d: Price 3d. [868, 569, 896, 579]
shipping-entry: August 18.—Wanganui, s.s., 170 tons, Fraser, from Bluff. [490, 983, 641, 1002]
article-paragraph: Mr Montgomery pointed out the different course pursued last year on the introduction of the State Forests and Civil Service Bills, and called on the Speaker to give his reasons. [331, 565, 482, 600]
shipping-subheading: SAILED. [554, 1067, 585, 1077]
